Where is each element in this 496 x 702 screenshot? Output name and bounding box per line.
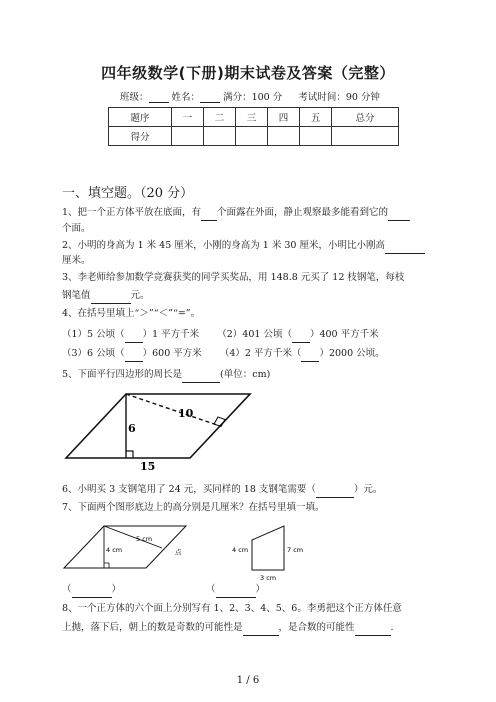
slant-height-line [104, 526, 162, 548]
answer-blank[interactable] [388, 209, 410, 221]
answer-blank[interactable] [216, 586, 256, 598]
header-cell: 二 [204, 108, 236, 127]
right-angle-mark [214, 417, 225, 427]
left-side-label: 4 cm [232, 546, 249, 554]
score-cell[interactable] [332, 127, 399, 146]
class-blank[interactable] [149, 92, 169, 103]
question-5: 5、下面平行四边形的周长是 (单位：cm) [62, 367, 442, 383]
score-cell[interactable] [204, 127, 236, 146]
trapezoid-outline [252, 526, 284, 570]
header-cell: 四 [268, 108, 300, 127]
header-cell: 三 [236, 108, 268, 127]
slant-height-line [126, 394, 220, 426]
right-angle-mark [126, 451, 133, 458]
score-cell[interactable] [268, 127, 300, 146]
name-label: 姓名： [171, 92, 201, 103]
right-side-label: 7 cm [287, 546, 304, 554]
answer-blank[interactable] [355, 624, 391, 636]
q7-answer-2: （ ） [206, 582, 265, 598]
answer-blank[interactable] [91, 292, 131, 304]
class-label: 班级： [120, 92, 149, 103]
header-cell: 题序 [109, 108, 172, 127]
answer-blank[interactable] [301, 350, 319, 362]
exam-time: 考试时间：90 分钟 [298, 92, 380, 103]
score-table-header-row [109, 108, 399, 127]
trapezoid-figure [228, 524, 328, 584]
exam-info-line [120, 89, 380, 103]
question-1-cont: 个面。 [62, 223, 91, 234]
height-label: 6 [128, 422, 136, 435]
parallelogram-figure [60, 388, 260, 472]
page-number: 1 / 6 [236, 675, 260, 686]
question-2-cont: 厘米。 [62, 255, 91, 266]
question-8-cont: 上抛，落下后，朝上的数是奇数的可能性是 ，是合数的可能性 . [62, 620, 442, 636]
question-4-row2: （3）6 公顷（ ）600 平方米 （4）2 平方千米（ ）2000 公顷。 [62, 346, 442, 362]
score-cell[interactable] [300, 127, 332, 146]
question-4-row1: （1）5 公顷（ ）1 平方千米 （2）401 公顷（ ）400 平方千米 [62, 327, 442, 343]
bottom-side-label: 3 cm [260, 574, 277, 582]
score-cell[interactable] [236, 127, 268, 146]
full-score: 满分：100 分 [223, 92, 283, 103]
question-3: 3、李老师给参加数学竞赛获奖的同学买奖品，用 148.8 元买了 12 枝钢笔，每枝 [62, 272, 405, 283]
parallelogram-outline [64, 526, 186, 568]
score-table-score-row [109, 127, 399, 146]
page-title: 四年级数学(下册)期末试卷及答案（完整） [101, 64, 395, 82]
header-cell: 五 [300, 108, 332, 127]
row-label: 得分 [109, 127, 172, 146]
slant-label: 5 cm [136, 535, 153, 543]
question-6: 6、小明买 3 支钢笔用了 24 元，买同样的 18 支钢笔需要（ ）元。 [62, 482, 442, 498]
answer-blank[interactable] [243, 624, 279, 636]
answer-blank[interactable] [292, 331, 310, 343]
question-2: 2、小明的身高为 1 米 45 厘米，小刚的身高为 1 米 30 厘米，小明比小刚高 [62, 238, 442, 254]
answer-blank[interactable] [125, 350, 143, 362]
parallelogram-outline [66, 394, 250, 458]
right-angle-mark [104, 563, 109, 568]
answer-blank[interactable] [316, 486, 354, 498]
answer-blank[interactable] [72, 586, 112, 598]
header-cell: 一 [172, 108, 204, 127]
answer-blank[interactable] [201, 209, 217, 221]
q7-answer-1: （ ） [62, 582, 121, 598]
question-1: 1、把一个正方体平放在底面，有 个面露在外面，静止观察最多能看到它的 [62, 205, 442, 221]
header-cell: 总分 [332, 108, 399, 127]
slant-label: 10 [178, 407, 194, 420]
base-label: 15 [140, 460, 156, 472]
section-heading: 一、填空题。（20 分） [62, 186, 194, 201]
question-8: 8、一个正方体的六个面上分别写有 1、2、3、4、5、6。李勇把这个正方体任意 [62, 603, 402, 614]
height-label: 4 cm [106, 546, 123, 554]
corner-label: 点 [175, 548, 182, 556]
answer-blank[interactable] [125, 331, 143, 343]
question-7: 7、下面两个图形底边上的高分别是几厘米？在括号里填一填。 [62, 502, 325, 513]
answer-blank[interactable] [182, 371, 220, 383]
name-blank[interactable] [200, 92, 220, 103]
question-3-cont: 钢笔值 元。 [62, 288, 442, 304]
score-table [108, 107, 399, 146]
parallelogram-height-figure [62, 522, 192, 572]
score-cell[interactable] [172, 127, 204, 146]
question-4: 4、在括号里填上“＞”“＜”“=”。 [62, 308, 201, 319]
